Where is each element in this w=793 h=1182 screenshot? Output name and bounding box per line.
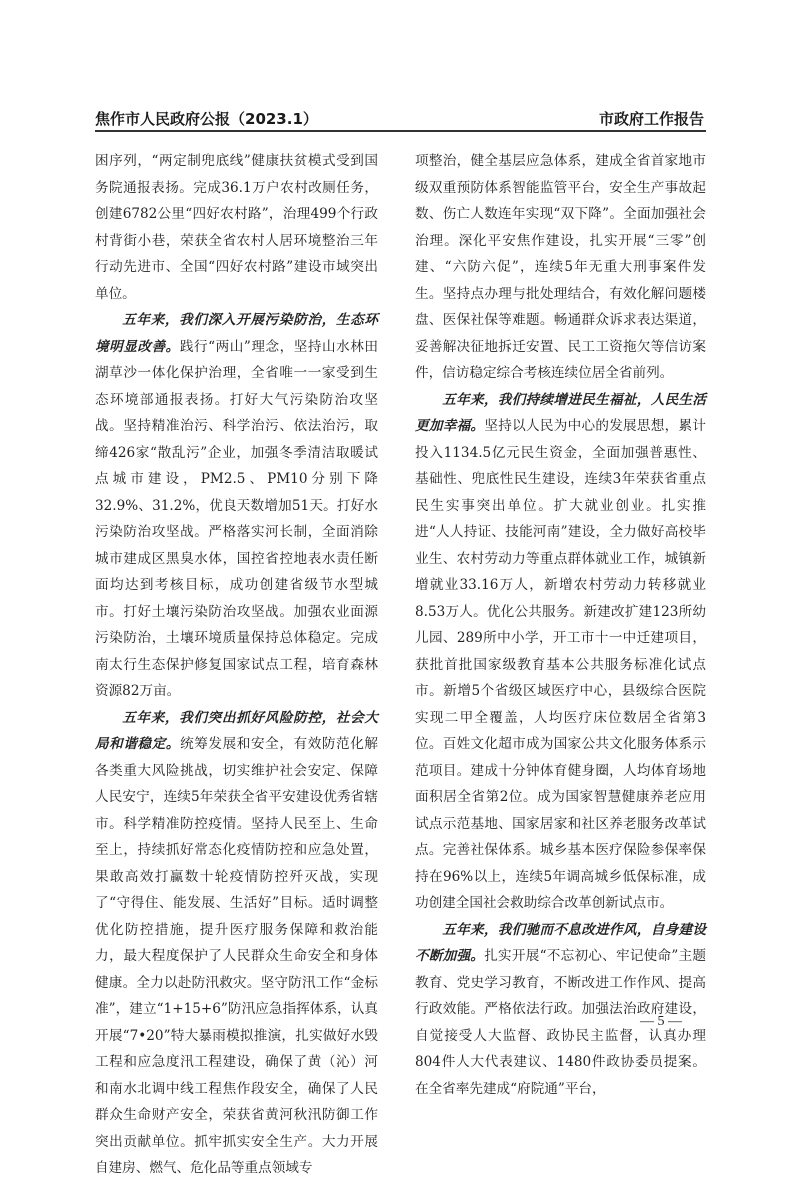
paragraph-lead: 五年来，我们突出抓好风险防控，社会大局和谐稳定。 xyxy=(95,709,378,752)
paragraph xyxy=(95,705,378,1182)
paragraph xyxy=(95,307,378,705)
paragraph: 项整治，健全基层应急体系，建成全省首家地市级双重预防体系智能监管平台，安全生产事故起数、伤亡人数连年实现“双下降”。全面加强社会治理。深化平安焦作建设，扎实开展“三零”创建、“六防六促”，连续5年无重大刑事案件发生。坚持点办理与批处理结合，有效化解问题楼盘、医保社保等难题。畅通群众诉求表达渠道，妥善解决征地拆迁安置、民工工资拖欠等信访案件，信访稳定综合考核连续位居全省前列。 xyxy=(415,153,706,381)
journal-title: 焦作市人民政府公报（2023.1） xyxy=(95,110,318,128)
paragraph-lead: 五年来，我们深入开展污染防治，生态环境明显改善。 xyxy=(95,312,378,355)
paragraph-lead: 五年来，我们持续增进民生福祉，人民生活更加幸福。 xyxy=(415,391,706,434)
paragraph-body: 践行“两山”理念，坚持山水林田湖草沙一体化保护治理，全省唯一一家受到生态环境部通报表扬。打好大气污染防治攻坚战。坚持精准治污、科学治污、依法治污，取缔426家“散乱污”企业，加强冬季清洁取暖试点城市建设，PM2.5、PM10分别下降32.9%、31.2%，优良天数增加51天。打好水污染防治攻坚战。严格落实河长制，全面消除城市建成区黑臭水体，国控省控地表水责任断面均达到考核目标，成功创建省级节水型城市。打好土壤污染防治攻坚战。加强农业面源污染防治，土壤环境质量保持总体稳定。完成南太行生态保护修复国家试点工程，培育森林资源82万亩。 xyxy=(95,338,378,699)
paragraph-body: 统筹发展和安全，有效防范化解各类重大风险挑战，切实维护社会安定、保障人民安宁，连续5年荣获全省平安建设优秀省辖市。科学精准防控疫情。坚持人民至上、生命至上，持续抓好常态化疫情防控和应急处置，果敢高效打赢数十轮疫情防控歼灭战，实现了“守得住、能发展、生活好”目标。适时调整优化防控措施，提升医疗服务保障和救治能力，最大程度保护了人民群众生命安全和身体健康。全力以赴防汛救灾。坚守防汛工作“金标准”，建立“1+15+6”防汛应急指挥体系，认真开展“7•20”特大暴雨模拟推演，扎实做好水毁工程和应急度汛工程建设，确保了黄（沁）河和南水北调中线工程焦作段安全，确保了人民群众生命财产安全，荣获省黄河秋汛防御工作突出贡献单位。抓牢抓实安全生产。大力开展自建房、燃气、危化品等重点领域专 xyxy=(95,736,379,1176)
paragraph-body: 坚持以人民为中心的发展思想，累计投入1134.5亿元民生资金，全面加强普惠性、基础性、兜底性民生建设，连续3年荣获省重点民生实事突出单位。扩大就业创业。扎实推进“人人持证、技能河南”建设，全力做好高校毕业生、农村劳动力等重点群体就业工作，城镇新增就业33.16万人，新增农村劳动力转移就业8.53万人。优化公共服务。新建改扩建123所幼儿园、289所中小学，开工市十一中迁建项目，获批首批国家级教育基本公共服务标准化试点市。新增5个省级区域医疗中心，县级综合医院实现二甲全覆盖，人均医疗床位数居全省第3位。百姓文化超市成为国家公共文化服务体系示范项目。建成十分钟体育健身圈，人均体育场地面积居全省第2位。成为国家智慧健康养老应用试点示范基地、国家居家和社区养老服务改革试点。完善社保体系。城乡基本医疗保险参保率保持在96%以上，连续5年调高城乡低保标准，成功创建全国社会救助综合改革创新试点市。 xyxy=(415,418,707,911)
right-column xyxy=(415,148,706,1102)
section-title: 市政府工作报告 xyxy=(598,110,704,128)
left-column xyxy=(95,148,378,1182)
paragraph: 困序列，“两定制兜底线”健康扶贫模式受到国务院通报表扬。完成36.1万户农村改厕任务，创建6782公里“四好农村路”，治理499个行政村背街小巷，荣获全省农村人居环境整治三年行动先进市、全国“四好农村路”建设市域突出单位。 xyxy=(95,153,378,302)
paragraph xyxy=(415,387,706,917)
paragraph-lead: 五年来，我们驰而不息改进作风，自身建设不断加强。 xyxy=(415,921,706,964)
paragraph-body: 扎实开展“不忘初心、牢记使命”主题教育、党史学习教育，不断改进工作作风、提高行政效能。严格依法行政。加强法治政府建设，自觉接受人大监督、政协民主监督，认真办理804件人大代表建议、1480件政协委员提案。在全省率先建成“府院通”平台， xyxy=(415,948,706,1097)
paragraph xyxy=(415,917,706,1103)
page-number: — 5 — xyxy=(640,1014,682,1029)
running-header xyxy=(95,108,706,132)
